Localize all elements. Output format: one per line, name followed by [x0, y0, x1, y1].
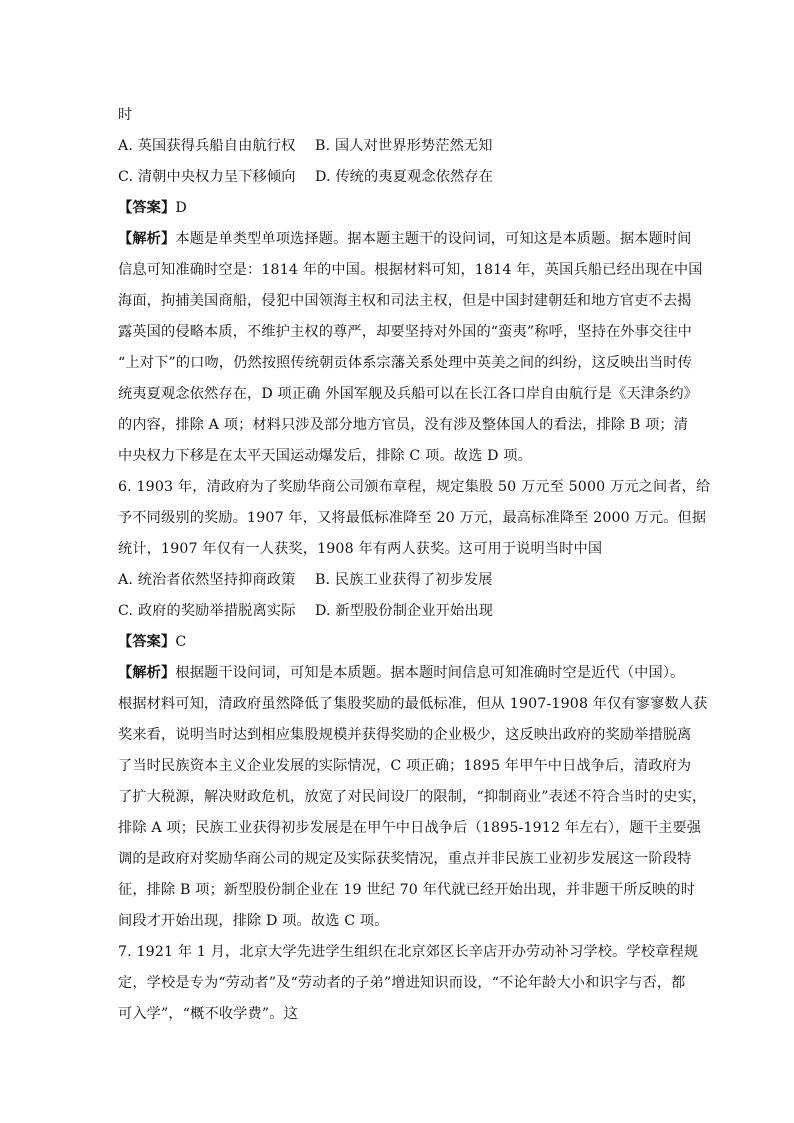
q5-option-d: D. 传统的夷夏观念依然存在	[315, 169, 494, 185]
q6-answer	[118, 627, 678, 658]
q5-options-row-2	[118, 162, 678, 193]
q6-stem-line-1: 6. 1903 年，清政府为了奖励华商公司颁布章程，规定集股 50 万元至 5000 万元之间者，给	[118, 479, 711, 495]
q5-analysis-line-2: 信息可知准确时空是：1814 年的中国。根据材料可知，1814 年，英国兵船已经出现在中国	[118, 262, 703, 278]
q5-analysis-line-4: 露英国的侵略本质，不维护主权的尊严，却要坚持对外国的“蛮夷”称呼，坚持在外事交往中	[118, 324, 692, 340]
q5-option-b: B. 国人对世界形势茫然无知	[315, 138, 493, 154]
q5-answer-label: 【答案】	[118, 200, 176, 216]
q5-analysis-line-3: 海面，拘捕美国商船，侵犯中国领海主权和司法主权，但是中国封建朝廷和地方官吏不去揭	[118, 293, 692, 309]
q6-options-row-1	[118, 565, 678, 596]
q6-analysis-line-4: 了当时民族资本主义企业发展的实际情况，C 项正确；1895 年甲午中日战争后，清政府为	[118, 758, 692, 774]
q6-analysis-line-8: 征，排除 B 项；新型股份制企业在 19 世纪 70 年代就已经开始出现，并非题干所反映的时	[118, 882, 696, 898]
q5-options-row-1	[118, 131, 678, 162]
q6-option-c: C. 政府的奖励举措脱离实际	[118, 603, 296, 619]
q5-analysis-line-6: 统夷夏观念依然存在，D 项正确 外国军舰及兵船可以在长江各口岸自由航行是《天津条约》	[118, 386, 699, 402]
q5-answer	[118, 193, 678, 224]
q6-stem-line-2: 予不同级别的奖励。1907 年，又将最低标准降至 20 万元，最高标准降至 2000 万元。但据	[118, 510, 707, 526]
q5-analysis-text: 本题是单类型单项选择题。据本题主题干的设问词，可知这是本质题。据本题时间	[175, 231, 692, 247]
q7-stem-line-2: 定，学校是专为“劳动者”及“劳动者的子弟”增进知识而设，“不论年龄大小和识字与否，都	[118, 975, 686, 991]
q5-analysis-line-5: “上对下”的口吻，仍然按照传统朝贡体系宗藩关系处理中英美之间的纠纷，这反映出当时传	[118, 355, 692, 371]
q6-option-d: D. 新型股份制企业开始出现	[315, 603, 494, 619]
q5-answer-value: D	[175, 200, 187, 216]
q6-stem-line-3: 统计，1907 年仅有一人获奖，1908 年有两人获奖。这可用于说明当时中国	[118, 541, 603, 557]
q6-analysis-line-3: 奖来看，说明当时达到相应集股规模并获得奖励的企业极少，这反映出政府的奖励举措脱离	[118, 727, 692, 743]
q5-option-c: C. 清朝中央权力呈下移倾向	[118, 169, 296, 185]
q6-answer-value: C	[175, 634, 187, 650]
q5-option-a: A. 英国获得兵船自由航行权	[118, 138, 296, 154]
q6-analysis-label: 【解析】	[118, 665, 176, 681]
q5-stem-tail: 时	[118, 107, 133, 123]
q6-options-row-2	[118, 596, 678, 627]
q6-option-b: B. 民族工业获得了初步发展	[315, 572, 493, 588]
q6-analysis-line-9: 间段才开始出现，排除 D 项。故选 C 项。	[118, 913, 389, 929]
q6-analysis-line-7: 调的是政府对奖励华商公司的规定及实际获奖情况，重点并非民族工业初步发展这一阶段特	[118, 851, 692, 867]
q6-analysis-line-1	[118, 658, 685, 689]
q6-analysis-line-2: 根据材料可知，清政府虽然降低了集股奖励的最低标准，但从 1907-1908 年仅有寥寥数人获	[118, 696, 708, 712]
q6-answer-label: 【答案】	[118, 634, 176, 650]
q5-analysis-line-7: 的内容，排除 A 项；材料只涉及部分地方官员，没有涉及整体国人的看法，排除 B 项；清	[118, 417, 689, 433]
q5-analysis-line-1	[118, 224, 692, 255]
q7-stem-line-1: 7. 1921 年 1 月，北京大学先进学生组织在北京郊区长辛店开办劳动补习学校。学校章程规	[118, 944, 699, 960]
q6-analysis-line-5: 了扩大税源，解决财政危机，放宽了对民间设厂的限制，“抑制商业”表述不符合当时的史实，	[118, 789, 707, 805]
q5-analysis-line-8: 中央权力下移是在太平天国运动爆发后，排除 C 项。故选 D 项。	[118, 448, 532, 464]
q7-stem-line-3: 可入学”，“概不收学费”。这	[118, 1006, 298, 1022]
document-page	[118, 100, 711, 1030]
q6-option-a: A. 统治者依然坚持抑商政策	[118, 572, 296, 588]
q6-analysis-line-6: 排除 A 项；民族工业获得初步发展是在甲午中日战争后（1895-1912 年左右），题干主要强	[118, 820, 702, 836]
q6-analysis-text: 根据题干设问词，可知是本质题。据本题时间信息可知准确时空是近代（中国）。	[175, 665, 685, 681]
q5-analysis-label: 【解析】	[118, 231, 176, 247]
